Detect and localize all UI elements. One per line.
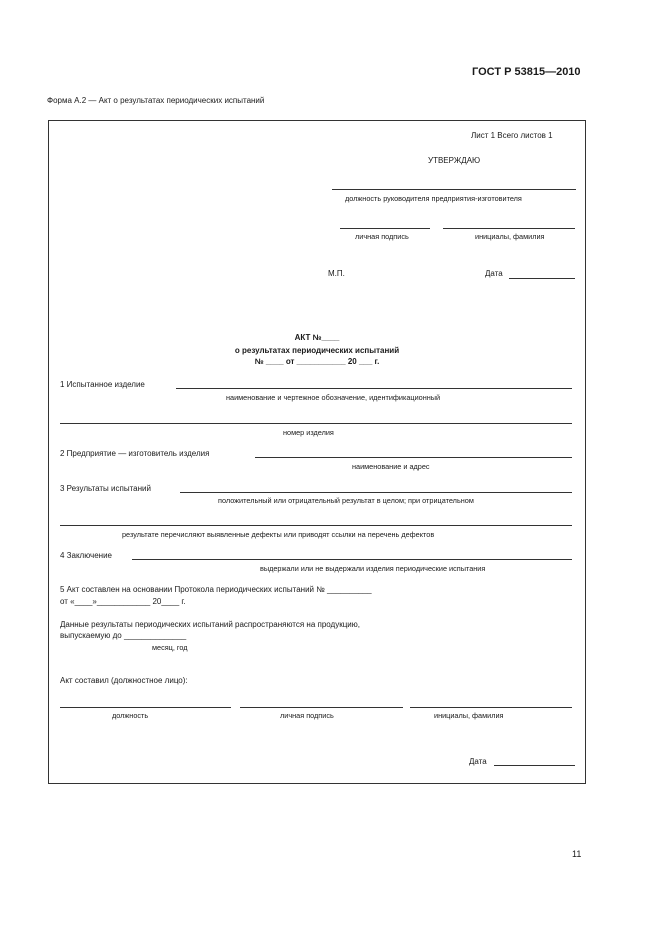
compiler-position-line[interactable] [60,707,231,708]
field-tested-product-line[interactable] [176,388,572,389]
compiler-date-label: Дата [469,757,487,766]
field-conclusion-caption: выдержали или не выдержали изделия периодические испытания [260,564,486,573]
sheet-count: Лист 1 Всего листов 1 [471,131,553,140]
field-conclusion-label: 4 Заключение [60,551,112,560]
field-product-number-caption: номер изделия [283,428,334,437]
field-conclusion-line[interactable] [132,559,572,560]
field-results-line[interactable] [180,492,572,493]
seal-label: М.П. [328,269,345,278]
approve-label: УТВЕРЖДАЮ [428,156,481,165]
field-results-caption-2: результате перечисляют выявленные дефекты или приводят ссылки на перечень дефектов [122,530,435,539]
position-caption: должность руководителя предприятия-изготовителя [345,194,522,203]
field-tested-product-line-2[interactable] [60,423,572,424]
act-subtitle: о результатах периодических испытаний [234,346,400,355]
extension-caption: месяц, год [152,643,188,652]
field-manufacturer-label: 2 Предприятие — изготовитель изделия [60,449,210,458]
field-results-caption: положительный или отрицательный результат в целом; при отрицательном [218,496,474,505]
extension-text: Данные результаты периодических испытаний распространяются на продукцию, [60,620,360,629]
initials-caption: инициалы, фамилия [475,232,545,241]
standard-number: ГОСТ Р 53815—2010 [472,66,581,78]
position-line[interactable] [332,189,576,190]
page-number: 11 [572,849,582,859]
signature-line[interactable] [340,228,430,229]
field-basis-protocol: 5 Акт составлен на основании Протокола периодических испытаний № __________ [60,585,372,594]
compiler-signature-line[interactable] [240,707,403,708]
field-basis-date: от «____»____________ 20____ г. [60,597,186,606]
field-tested-product-caption: наименование и чертежное обозначение, идентификационный [226,393,441,402]
compiler-position-caption: должность [112,711,149,720]
field-tested-product-label: 1 Испытанное изделие [60,380,145,389]
compiler-date-line[interactable] [494,765,575,766]
initials-line[interactable] [443,228,575,229]
compiler-signature-caption: личная подпись [280,711,334,720]
act-number-date: № ____ от ___________ 20 ___ г. [254,357,380,366]
signature-caption: личная подпись [355,232,409,241]
act-title: АКТ №____ [294,333,340,342]
field-manufacturer-caption: наименование и адрес [352,462,430,471]
date-label: Дата [485,269,503,278]
extension-until: выпускаемую до ______________ [60,631,187,640]
compiler-label: Акт составил (должностное лицо): [60,676,188,685]
form-title: Форма А.2 — Акт о результатах периодических испытаний [47,96,265,105]
compiler-initials-caption: инициалы, фамилия [434,711,504,720]
date-line[interactable] [509,278,575,279]
field-results-label: 3 Результаты испытаний [60,484,151,493]
field-manufacturer-line[interactable] [255,457,572,458]
compiler-initials-line[interactable] [410,707,572,708]
field-results-line-2[interactable] [60,525,572,526]
